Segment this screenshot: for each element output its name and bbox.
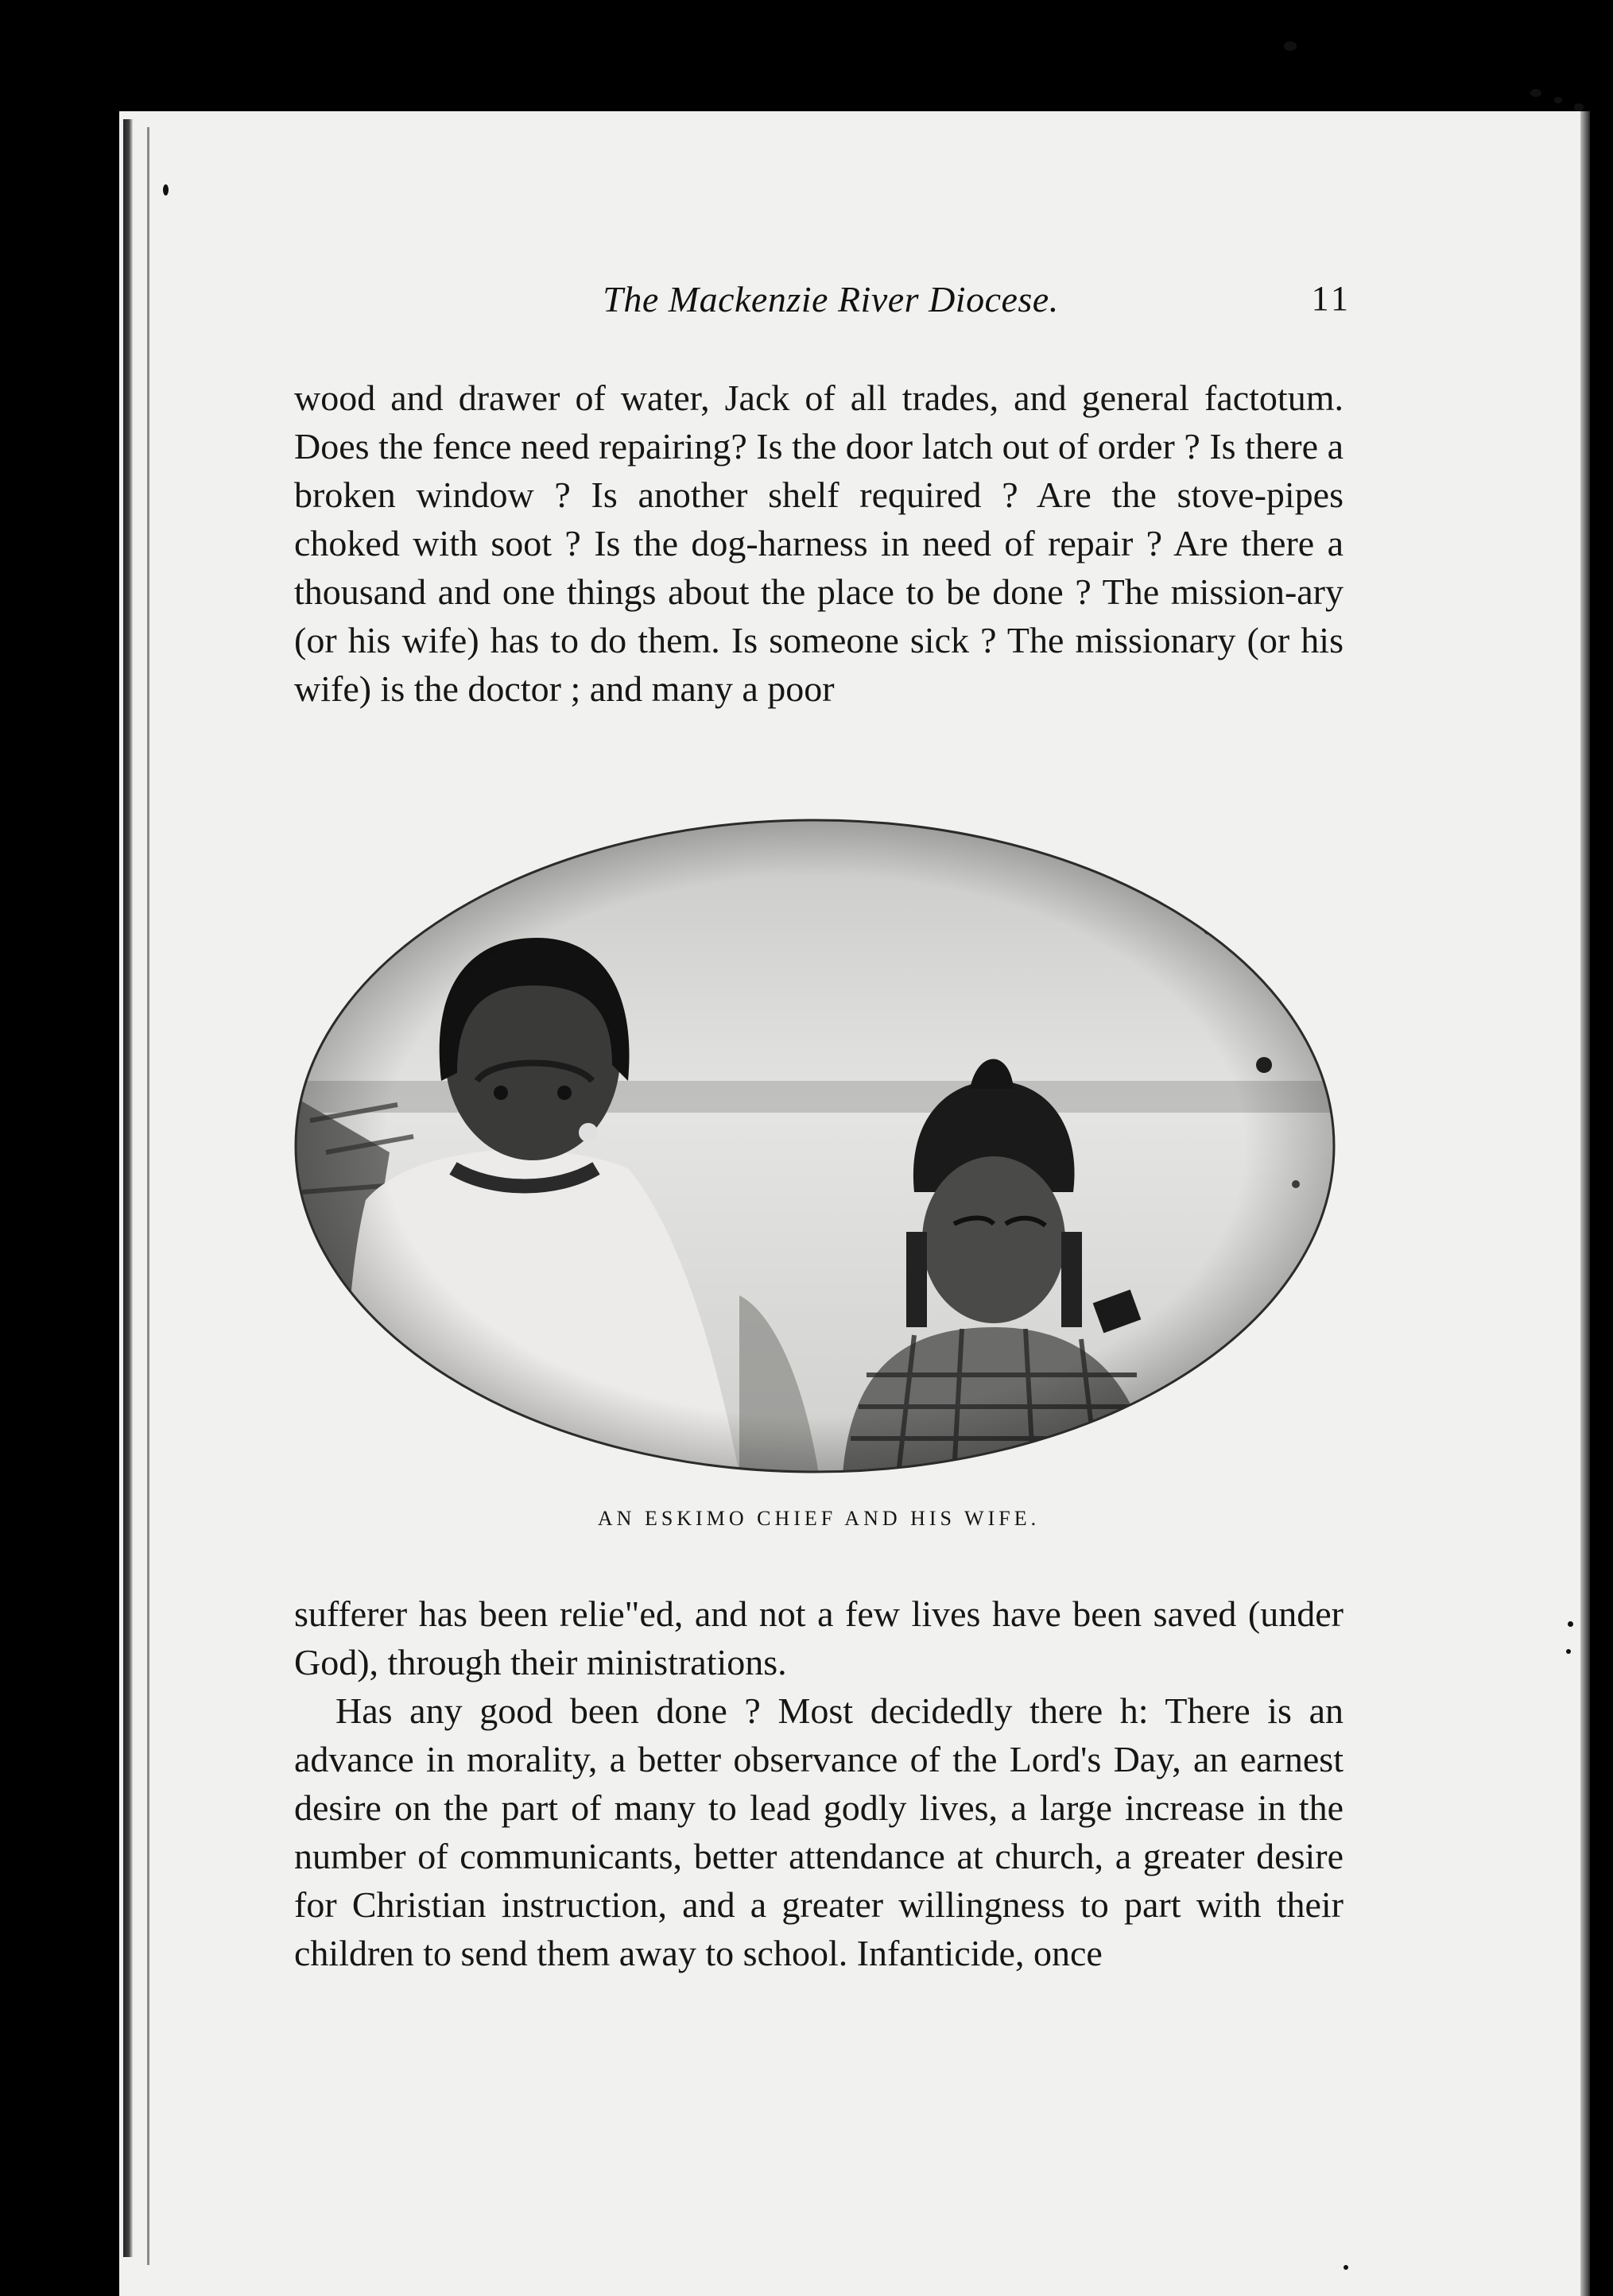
figure-caption: AN ESKIMO CHIEF AND HIS WIFE.: [597, 1507, 1041, 1530]
page-number: 11: [1311, 279, 1351, 318]
binding-gutter: [123, 119, 133, 2257]
binding-line: [147, 127, 149, 2265]
paragraph: Has any good been done ? Most decidedly there h: There is an advance in morality, a better observance of the Lord's Day, an earnest desire on the part of many to lead godly lives, a large increase in the number of communicants, better attendance at church, a greater desire for Christian instruction, and a greater willingness to part with their children to send them away to school. Infanticide, once: [294, 1690, 1344, 1973]
body-text-top: [294, 374, 1344, 713]
paragraph: wood and drawer of water, Jack of all trades, and general factotum. Does the fence need repairing? Is the door latch out of order ? Is there a broken window ? Is another shelf required ? Are the stove-pipes choked with soot ? Is the dog-harness in need of repair ? Are there a thousand and one things about the place to be done ? The mission-ary (or his wife) has to do them. Is someone sick ? The missionary (or his wife) is the doctor ; and many a poor: [294, 378, 1344, 709]
page-header: [294, 278, 1351, 326]
eskimo-chief-and-wife-photo: [294, 819, 1336, 1474]
running-title: The Mackenzie River Diocese.: [603, 279, 1059, 319]
body-text-bottom: [294, 1589, 1344, 1977]
page-right-edge: [1580, 111, 1590, 2296]
paragraph: sufferer has been relie"ed, and not a few lives have been saved (under God), through their ministrations.: [294, 1593, 1344, 1682]
figure-photo: [294, 819, 1336, 1474]
